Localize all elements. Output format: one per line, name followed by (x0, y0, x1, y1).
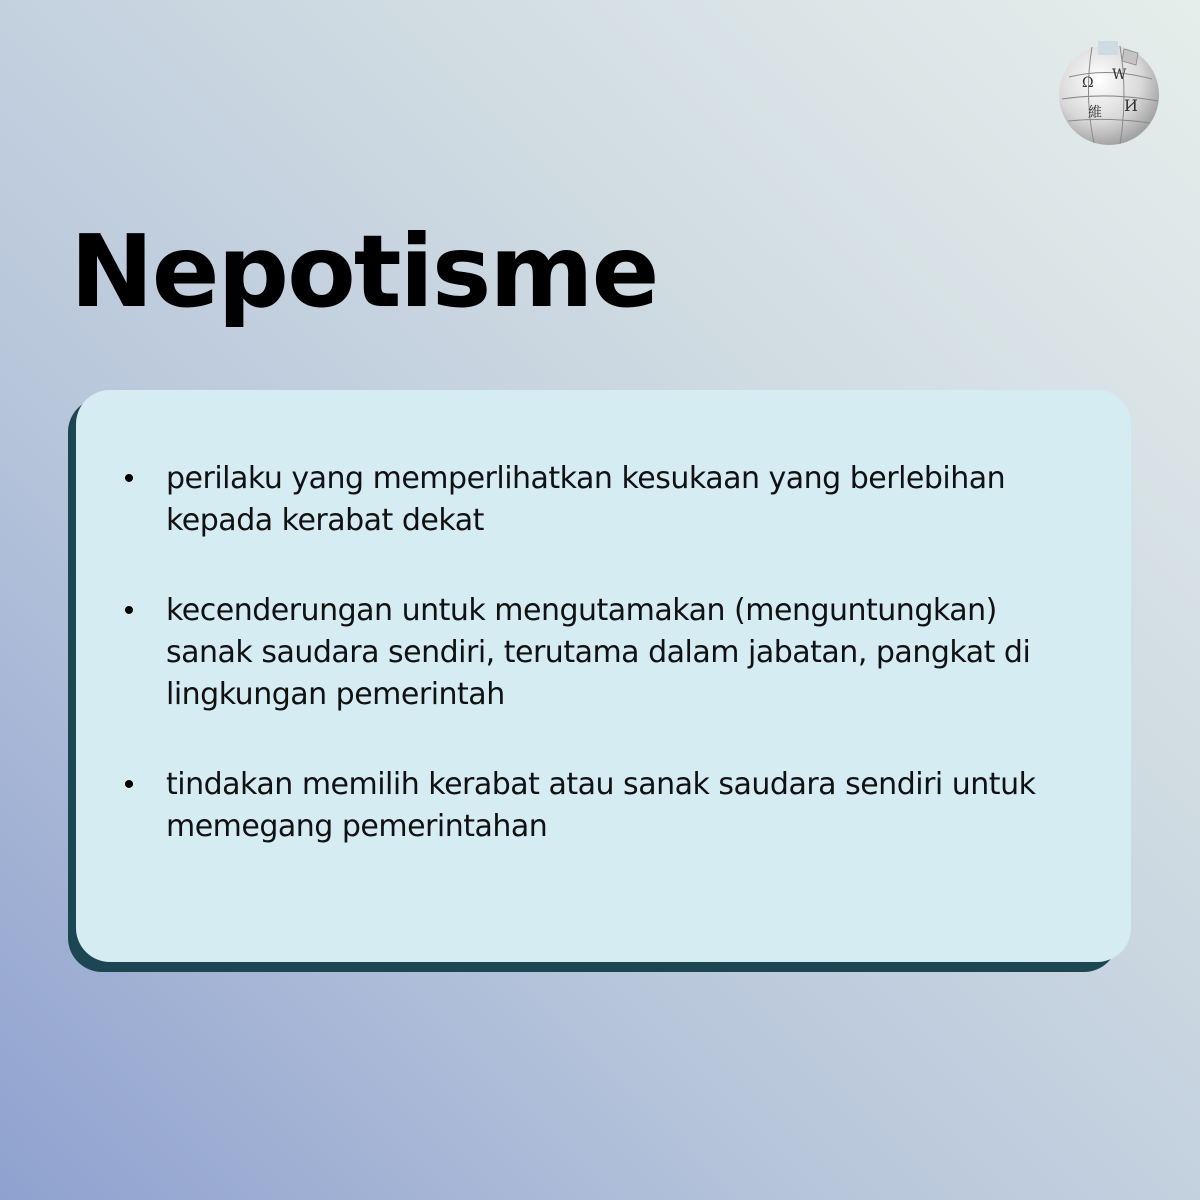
list-item (123, 458, 1086, 542)
bullet-icon: • (123, 594, 135, 627)
list-item (123, 590, 1086, 716)
definition-card (76, 390, 1131, 962)
page-title: Nepotisme (70, 213, 658, 330)
logo-glyph-omega: Ω (1082, 75, 1094, 91)
bullet-icon: • (123, 768, 135, 801)
bullet-icon: • (123, 462, 135, 495)
list-item-text: tindakan memilih kerabat atau sanak saudara sendiri untuk memegang pemerintahan (166, 767, 1036, 844)
list-item-text: kecenderungan untuk mengutamakan (menguntungkan) sanak saudara sendiri, terutama dalam jabatan, pangkat di lingkungan pemerintah (166, 593, 1031, 712)
logo-glyph-cyrillic: И (1124, 96, 1138, 115)
logo-glyph-w: W (1112, 67, 1127, 83)
logo-glyph-cjk: 維 (1088, 105, 1102, 121)
wikipedia-globe-icon (1054, 37, 1164, 147)
definition-list (123, 458, 1086, 896)
list-item-text: perilaku yang memperlihatkan kesukaan yang berlebihan kepada kerabat dekat (166, 461, 1006, 538)
list-item (123, 764, 1086, 848)
